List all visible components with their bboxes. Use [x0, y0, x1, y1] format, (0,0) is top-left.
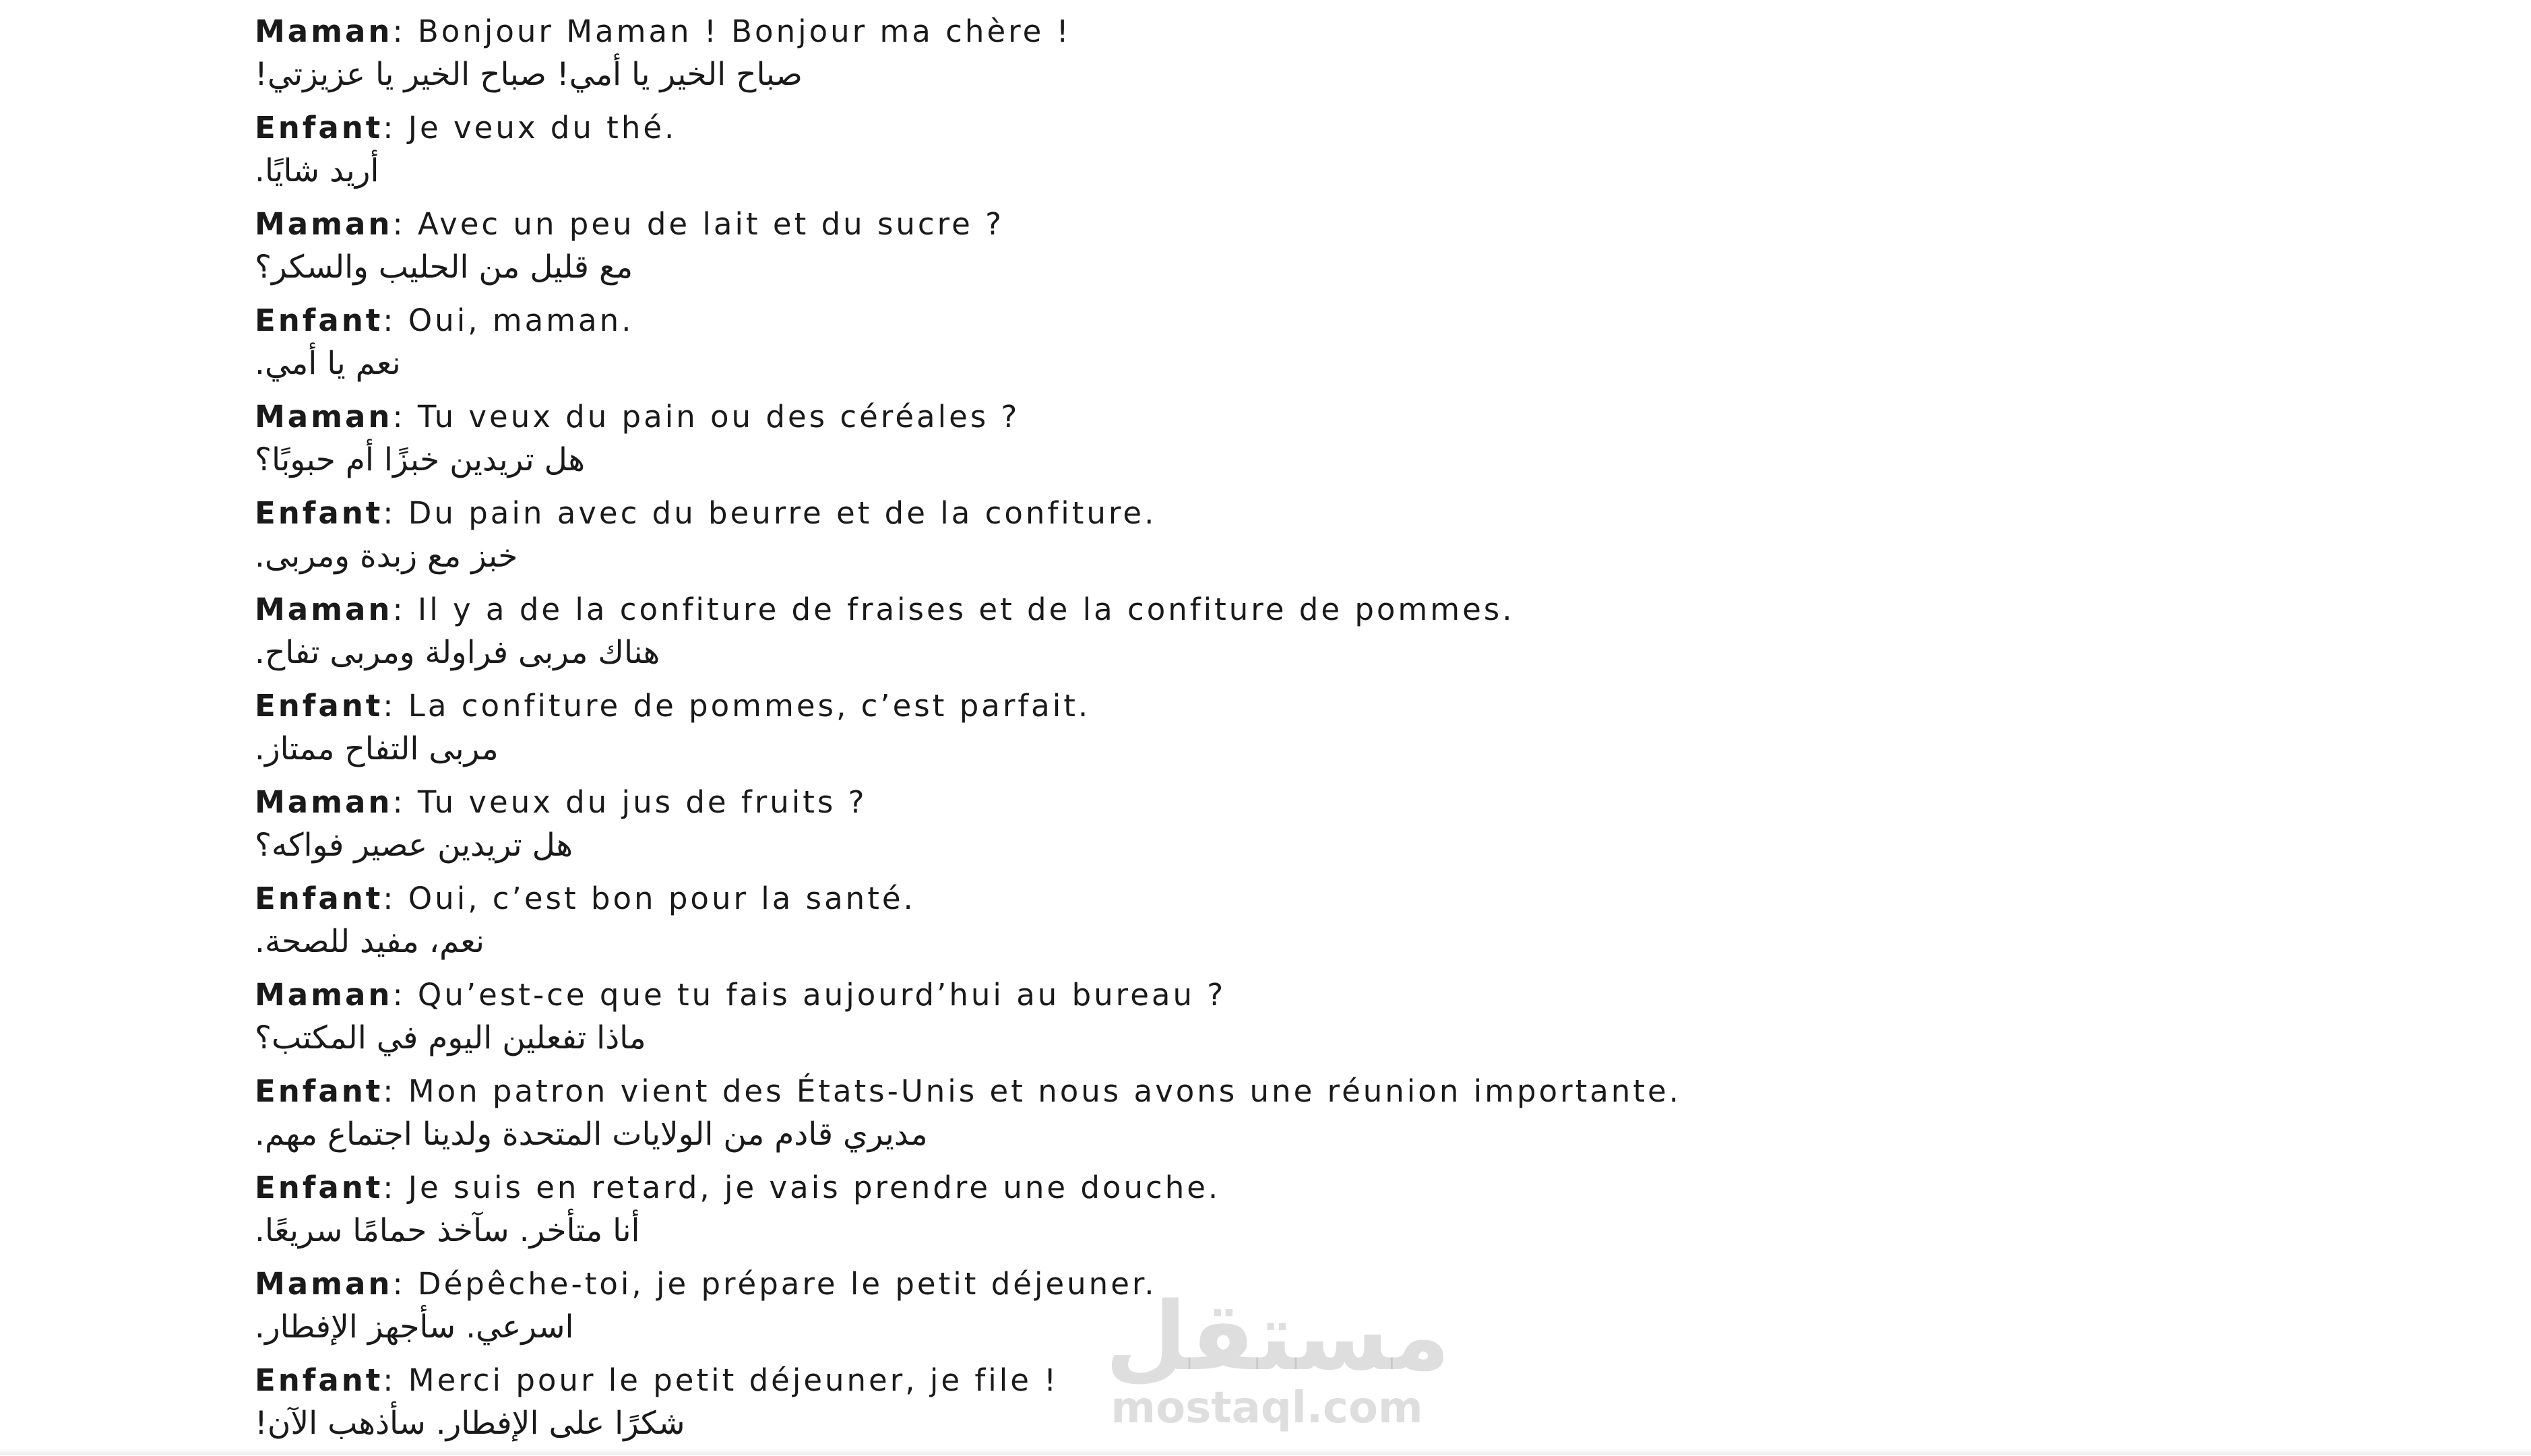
watermark-latin: mostaql.com [1111, 1383, 1423, 1433]
french-text: Oui, maman. [408, 303, 634, 338]
french-text: La confiture de pommes, c’est parfait. [408, 688, 1091, 724]
speaker-name: Enfant [255, 303, 383, 338]
arabic-translation: مديري قادم من الولايات المتحدة ولدينا اجتماع مهم. [255, 1116, 928, 1153]
dialogue-turn [255, 1263, 2478, 1360]
french-line: Enfant: La confiture de pommes, c’est parfait. [255, 688, 1091, 724]
dialogue-turn [255, 1071, 2478, 1167]
speaker-name: Enfant [255, 1170, 383, 1205]
speaker-name: Maman [255, 784, 393, 820]
speaker-name: Maman [255, 977, 393, 1013]
arabic-translation: صباح الخير يا أمي! صباح الخير يا عزيزتي! [255, 56, 803, 93]
dialogue-turn [255, 107, 2478, 203]
french-line: Enfant: Oui, maman. [255, 303, 634, 338]
dialogue-turn [255, 11, 2478, 107]
dialogue-turn [255, 203, 2478, 300]
dialogue-turn [255, 685, 2478, 782]
speaker-name: Maman [255, 206, 393, 242]
french-line: Maman: Tu veux du jus de fruits ? [255, 784, 867, 820]
speaker-name: Enfant [255, 881, 383, 916]
speaker-name: Enfant [255, 1073, 383, 1109]
arabic-translation: ماذا تفعلين اليوم في المكتب؟ [255, 1019, 646, 1056]
arabic-translation: أريد شايًا. [255, 152, 379, 189]
dialogue-turn [255, 782, 2478, 878]
arabic-translation: نعم يا أمي. [255, 345, 401, 382]
french-text: Mon patron vient des États-Unis et nous avons une réunion importante. [408, 1073, 1681, 1109]
french-line: Maman: Il y a de la confiture de fraises et de la confiture de pommes. [255, 592, 1515, 627]
french-line: Enfant: Oui, c’est bon pour la santé. [255, 881, 916, 916]
french-text: Tu veux du jus de fruits ? [417, 784, 867, 820]
french-text: Je suis en retard, je vais prendre une douche. [408, 1170, 1221, 1205]
french-line: Enfant: Mon patron vient des États-Unis et nous avons une réunion importante. [255, 1073, 1681, 1109]
french-text: Qu’est-ce que tu fais aujourd’hui au bureau ? [417, 977, 1226, 1013]
speaker-name: Maman [255, 399, 393, 435]
speaker-name: Maman [255, 13, 393, 49]
arabic-translation: مع قليل من الحليب والسكر؟ [255, 249, 633, 286]
page-bottom-edge [0, 1449, 2531, 1455]
speaker-name: Enfant [255, 495, 383, 531]
dialogue-turn [255, 1360, 2478, 1456]
french-line: Maman: Avec un peu de lait et du sucre ? [255, 206, 1005, 242]
dialogue-turn [255, 396, 2478, 493]
dialogue-turn [255, 493, 2478, 589]
arabic-translation: خبز مع زبدة ومربى. [255, 538, 518, 575]
french-line: Maman: Qu’est-ce que tu fais aujourd’hui au bureau ? [255, 977, 1226, 1013]
dialogue-turn [255, 300, 2478, 396]
arabic-translation: شكرًا على الإفطار. سأذهب الآن! [255, 1405, 685, 1442]
arabic-translation: مربى التفاح ممتاز. [255, 730, 499, 767]
dialogue-turn [255, 589, 2478, 685]
french-text: Du pain avec du beurre et de la confiture. [408, 495, 1157, 531]
french-text: Dépêche-toi, je prépare le petit déjeuner. [417, 1266, 1157, 1302]
french-line: Maman: Dépêche-toi, je prépare le petit déjeuner. [255, 1266, 1157, 1302]
arabic-translation: هل تريدين عصير فواكه؟ [255, 827, 573, 864]
arabic-translation: أنا متأخر. سآخذ حمامًا سريعًا. [255, 1212, 640, 1249]
french-line: Maman: Bonjour Maman ! Bonjour ma chère ! [255, 13, 1071, 49]
french-line: Enfant: Je veux du thé. [255, 110, 677, 146]
watermark-arabic: مستقل [1105, 1282, 1451, 1392]
speaker-name: Enfant [255, 110, 383, 146]
speaker-name: Maman [255, 1266, 393, 1302]
dialogue-turn [255, 974, 2478, 1071]
arabic-translation: اسرعي. سأجهز الإفطار. [255, 1308, 574, 1346]
dialogue-turn [255, 1167, 2478, 1263]
french-text: Oui, c’est bon pour la santé. [408, 881, 916, 916]
french-line: Enfant: Merci pour le petit déjeuner, je file ! [255, 1362, 1059, 1398]
french-text: Merci pour le petit déjeuner, je file ! [408, 1362, 1059, 1398]
speaker-name: Enfant [255, 688, 383, 724]
french-text: Il y a de la confiture de fraises et de la confiture de pommes. [417, 592, 1515, 627]
speaker-name: Maman [255, 592, 393, 627]
french-text: Bonjour Maman ! Bonjour ma chère ! [417, 13, 1071, 49]
french-line: Maman: Tu veux du pain ou des céréales ? [255, 399, 1020, 435]
arabic-translation: هل تريدين خبزًا أم حبوبًا؟ [255, 441, 586, 478]
arabic-translation: هناك مربى فراولة ومربى تفاح. [255, 634, 660, 671]
dialogue-turn [255, 878, 2478, 974]
french-line: Enfant: Je suis en retard, je vais prendre une douche. [255, 1170, 1221, 1205]
speaker-name: Enfant [255, 1362, 383, 1398]
dialogue-list [255, 11, 2478, 1456]
french-text: Je veux du thé. [408, 110, 677, 146]
french-text: Tu veux du pain ou des céréales ? [417, 399, 1020, 435]
french-line: Enfant: Du pain avec du beurre et de la confiture. [255, 495, 1157, 531]
arabic-translation: نعم، مفيد للصحة. [255, 923, 485, 960]
french-text: Avec un peu de lait et du sucre ? [417, 206, 1005, 242]
